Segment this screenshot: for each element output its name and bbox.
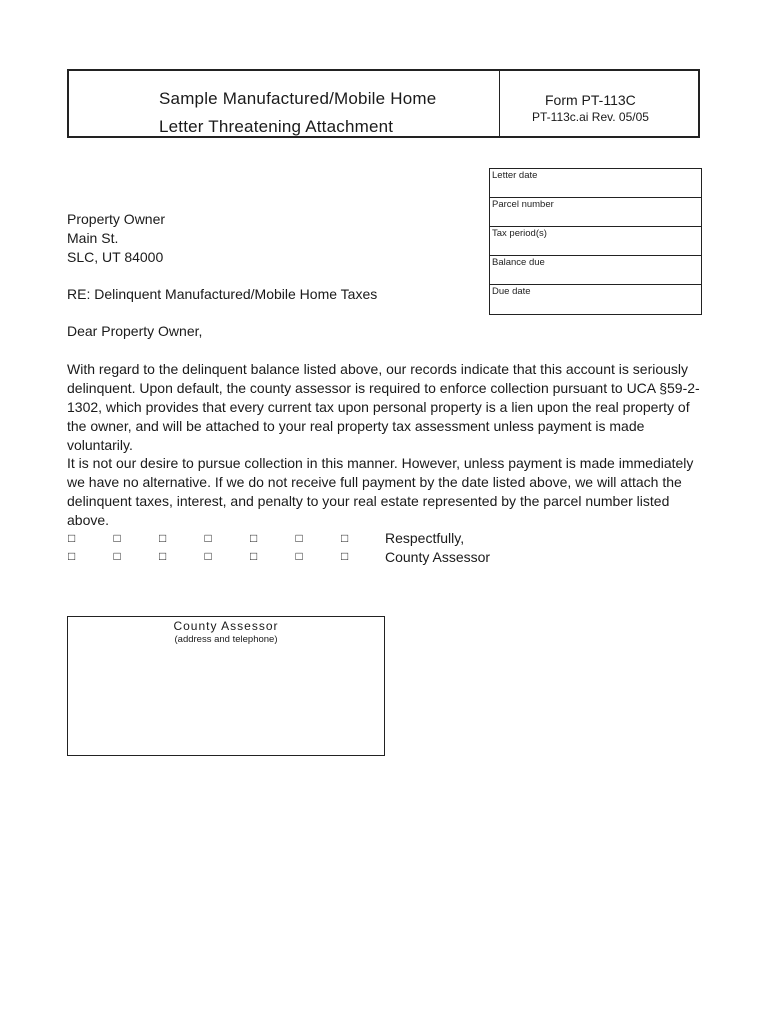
placeholder-glyph: □ [113,549,121,563]
form-number: Form PT-113C [545,92,636,108]
placeholder-glyph: □ [341,531,349,545]
form-header [67,69,700,138]
placeholder-glyph: □ [113,531,121,545]
placeholder-glyph-row [68,549,387,563]
assessor-address-box [67,616,385,756]
signature-line: County Assessor [385,549,491,565]
subject-line: RE: Delinquent Manufactured/Mobile Home Taxes [67,286,378,302]
placeholder-glyph: □ [250,549,258,563]
body-paragraph-1: With regard to the delinquent balance listed above, our records indicate that this account is seriously delinquent. Upon default, the county assessor is required to enforce collection pursuant to UCA §59-2-1302, which provides that every current tax upon personal property is a lien upon the real property of the owner, and will be attached to your real property tax assessment unless payment is made voluntarily. [67,361,700,453]
form-revision: PT-113c.ai Rev. 05/05 [532,110,649,124]
placeholder-glyph: □ [204,531,212,545]
placeholder-glyph: □ [250,531,258,545]
form-title-line1: Sample Manufactured/Mobile Home [159,89,437,108]
tax-period-field[interactable]: Tax period(s) [490,227,701,256]
body-paragraph-2: It is not our desire to pursue collection in this manner. However, unless payment is made immediately we have no alternative. If we do not receive full payment by the date listed above, we will attach the delinquent taxes, interest, and penalty to your real estate represented by the parcel number listed above. [67,455,694,528]
placeholder-glyph: □ [295,531,303,545]
assessor-box-subtitle: (address and telephone) [174,634,278,645]
placeholder-glyph: □ [68,549,76,563]
salutation: Dear Property Owner, [67,323,203,339]
parcel-number-field[interactable]: Parcel number [490,198,701,227]
placeholder-glyph-row [68,531,387,545]
placeholder-glyph: □ [159,531,167,545]
letter-date-field[interactable]: Letter date [490,169,701,198]
placeholder-glyph: □ [159,549,167,563]
placeholder-glyph: □ [341,549,349,563]
form-title-line2: Letter Threatening Attachment [159,117,394,136]
placeholder-glyph: □ [204,549,212,563]
header-divider [499,71,500,136]
letter-info-table [489,168,702,315]
assessor-box-title: County Assessor [173,619,279,633]
placeholder-glyph: □ [295,549,303,563]
recipient-name: Property Owner [67,211,166,227]
recipient-street: Main St. [67,230,119,246]
due-date-field[interactable]: Due date [492,286,531,297]
placeholder-glyph: □ [68,531,76,545]
balance-due-field[interactable]: Balance due [490,256,701,285]
closing-line: Respectfully, [385,530,465,546]
recipient-city: SLC, UT 84000 [67,249,164,265]
